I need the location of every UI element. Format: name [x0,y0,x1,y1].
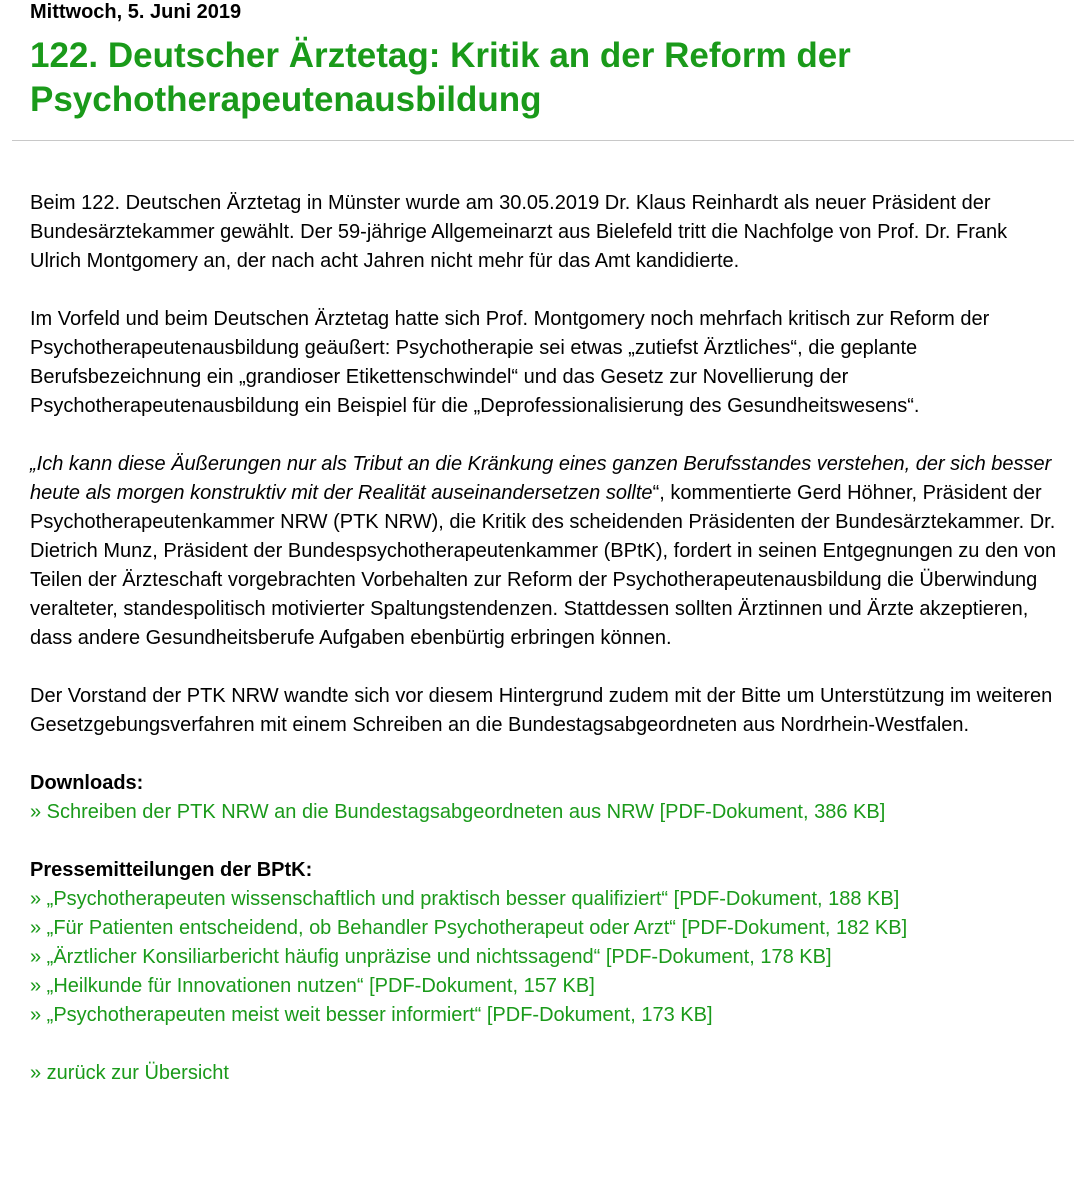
article-paragraph-2: Im Vorfeld und beim Deutschen Ärztetag hatte sich Prof. Montgomery noch mehrfach kritisch zur Reform der Psychotherapeutenausbildung geäußert: Psychotherapie sei etwas „zutiefst Ärztliches“, die geplante Berufsbezeichnung ein „grandioser Etikettenschwindel“ und das Gesetz zur Novellierung der Psychotherapeutenausbildung ein Beispiel für die „Deprofessionalisierung des Gesundheitswesens“. [30,308,990,417]
downloads-section [30,769,1060,827]
press-link-2[interactable]: » „Für Patienten entscheidend, ob Behandler Psychotherapeut oder Arzt“ [PDF-Dokument, 182 KB] [30,917,908,939]
quote-commentary: “, kommentierte Gerd Höhner, Präsident der Psychotherapeutenkammer NRW (PTK NRW), die Kritik des scheidenden Präsidenten der Bundesärztekammer. Dr. Dietrich Munz, Präsident der Bundespsychotherapeutenkammer (BPtK), fordert in seinen Entgegnungen zu den von Teilen der Ärzteschaft vorgebrachten Vorbehalten zur Reform der Psychotherapeutenausbildung die Überwindung veralteter, standespolitisch motivierter Spaltungstendenzen. Stattdessen sollten Ärztinnen und Ärzte akzeptieren, dass andere Gesundheitsberufe Aufgaben ebenbürtig erbringen können. [30,482,1057,649]
article-paragraph-4: Der Vorstand der PTK NRW wandte sich vor diesem Hintergrund zudem mit der Bitte um Unterstützung im weiteren Gesetzgebungsverfahren mit einem Schreiben an die Bundestagsabgeordneten aus Nordrhein-Westfalen. [30,685,1053,736]
press-releases-heading: Pressemitteilungen der BPtK: [30,859,313,881]
press-link-5[interactable]: » „Psychotherapeuten meist weit besser informiert“ [PDF-Dokument, 173 KB] [30,1004,713,1026]
article-paragraph-3 [30,450,1060,653]
header-divider [12,140,1074,141]
article-body [30,189,1060,1088]
article-date: Mittwoch, 5. Juni 2019 [30,1,242,23]
download-link-ptk-letter[interactable]: » Schreiben der PTK NRW an die Bundestagsabgeordneten aus NRW [PDF-Dokument, 386 KB] [30,801,886,823]
press-link-1[interactable]: » „Psychotherapeuten wissenschaftlich und praktisch besser qualifiziert“ [PDF-Dokument, 188 KB] [30,888,900,910]
page-title: 122. Deutscher Ärztetag: Kritik an der Reform der Psychotherapeutenausbildung [30,36,851,119]
press-link-4[interactable]: » „Heilkunde für Innovationen nutzen“ [PDF-Dokument, 157 KB] [30,975,595,997]
press-link-3[interactable]: » „Ärztlicher Konsiliarbericht häufig unpräzise und nichtssagend“ [PDF-Dokument, 178 KB] [30,946,832,968]
downloads-heading: Downloads: [30,772,144,794]
press-releases-section [30,856,1060,1030]
quote-text: „Ich kann diese Äußerungen nur als Tribut an die Kränkung eines ganzen Berufsstandes verstehen, der sich besser heute als morgen konstruktiv mit der Realität auseinandersetzen sollte [30,453,1052,504]
article-paragraph-1: Beim 122. Deutschen Ärztetag in Münster wurde am 30.05.2019 Dr. Klaus Reinhardt als neuer Präsident der Bundesärztekammer gewählt. Der 59-jährige Allgemeinarzt aus Bielefeld tritt die Nachfolge von Prof. Dr. Frank Ulrich Montgomery an, der nach acht Jahren nicht mehr für das Amt kandidierte. [30,192,1008,272]
back-to-overview-link[interactable]: » zurück zur Übersicht [30,1062,229,1084]
